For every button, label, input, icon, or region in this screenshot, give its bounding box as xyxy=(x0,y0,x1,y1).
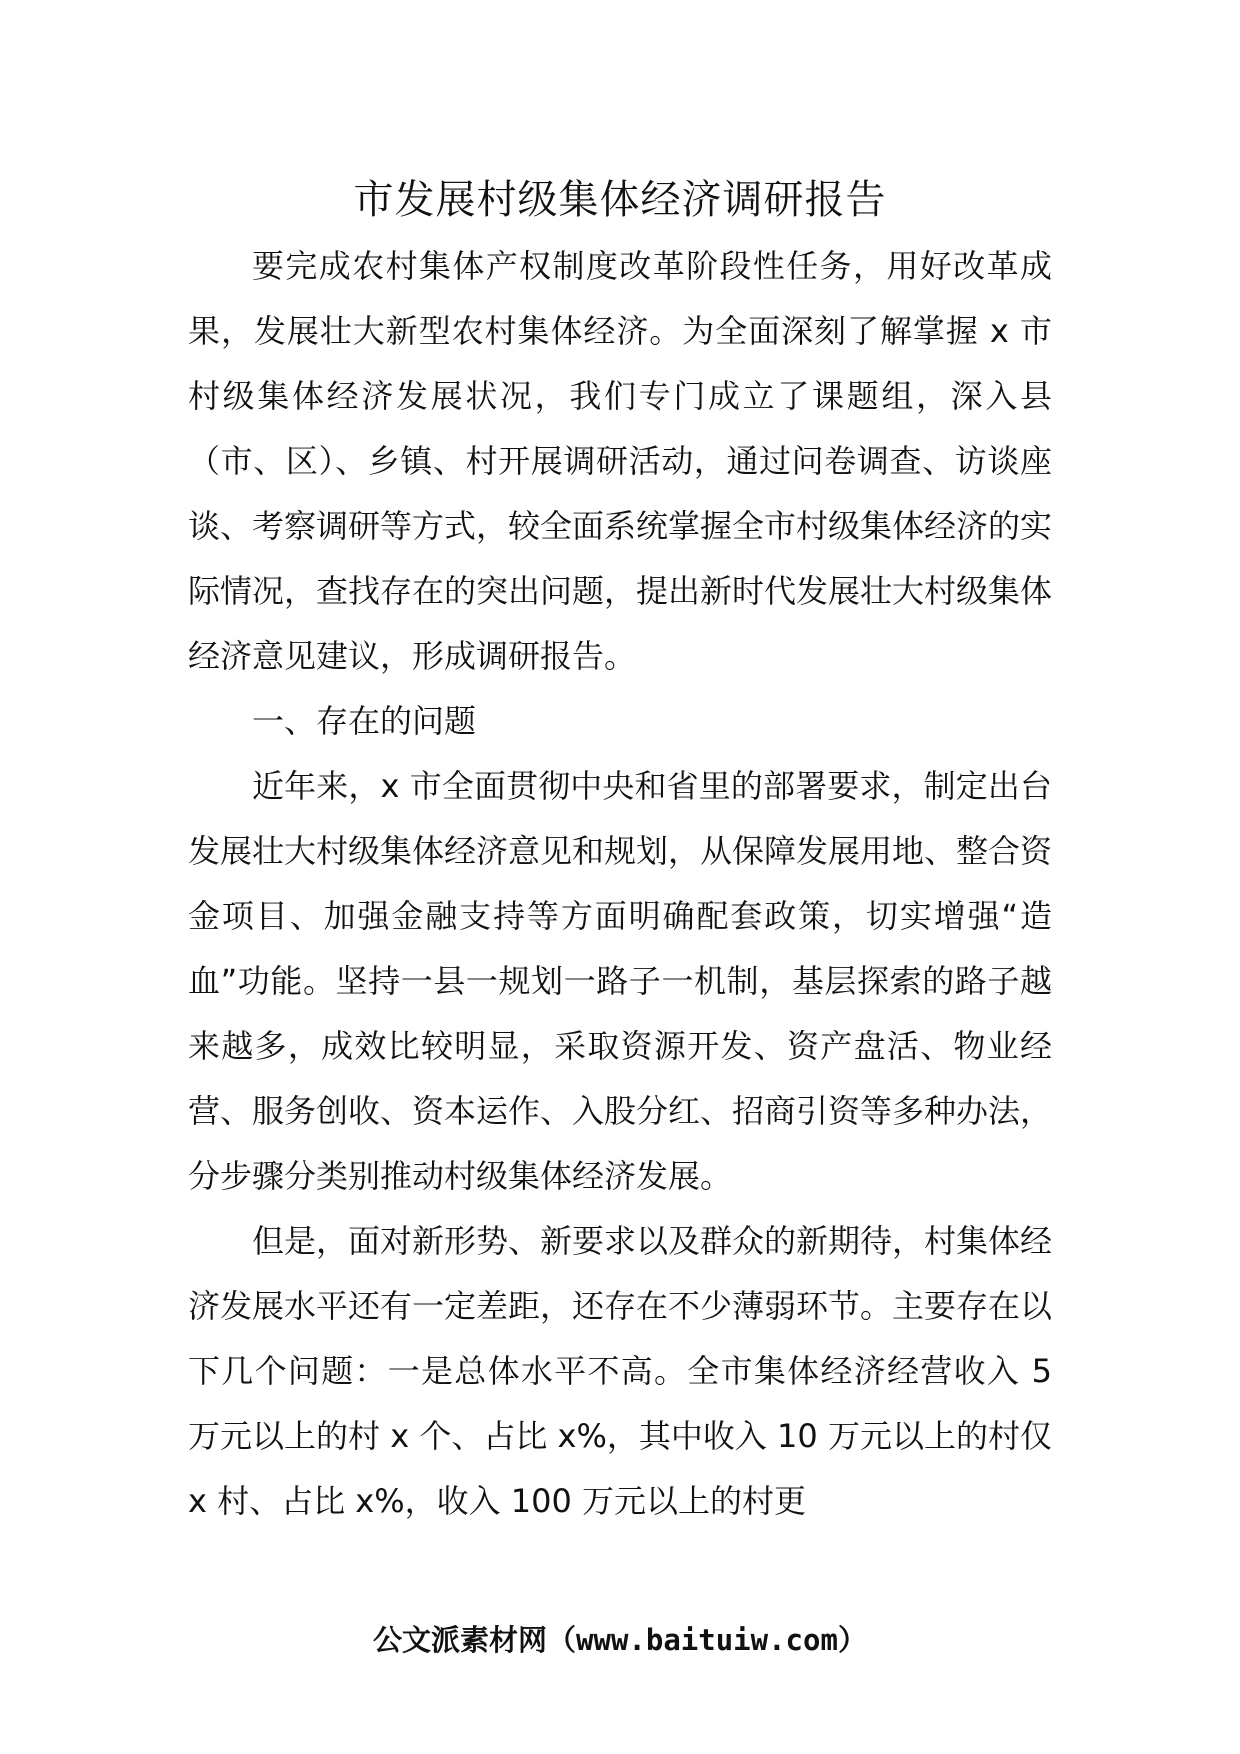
section-heading: 一、存在的问题 xyxy=(252,702,477,740)
document-title: 市发展村级集体经济调研报告 xyxy=(353,177,887,223)
footer-url[interactable]: （www.baituiw.com） xyxy=(547,1623,867,1657)
intro-paragraph: 要完成农村集体产权制度改革阶段性任务，用好改革成果，发展壮大新型农村集体经济。为全面深刻了解掌握 x 市村级集体经济发展状况，我们专门成立了课题组，深入县（市、区）、乡镇、村开展调研活动，通过问卷调查、访谈座谈、考察调研等方式，较全面系统掌握全市村级集体经济的实际情况，查找存在的突出问题，提出新时代发展壮大村级集体经济意见建议，形成调研报告。 xyxy=(188,247,1053,675)
footer-watermark xyxy=(0,1620,1240,1660)
footer-site-name: 公文派素材网 xyxy=(373,1623,548,1657)
document-body xyxy=(188,234,1052,1534)
body-paragraph: 但是，面对新形势、新要求以及群众的新期待，村集体经济发展水平还有一定差距，还存在不少薄弱环节。主要存在以下几个问题：一是总体水平不高。全市集体经济经营收入 5 万元以上的村 x 个、占比 x%，其中收入 10 万元以上的村仅 x 村、占比 x%，收入 100 万元以上的村更 xyxy=(188,1222,1053,1520)
body-paragraph: 近年来，x 市全面贯彻中央和省里的部署要求，制定出台发展壮大村级集体经济意见和规划，从保障发展用地、整合资金项目、加强金融支持等方面明确配套政策，切实增强“造血”功能。坚持一县一规划一路子一机制，基层探索的路子越来越多，成效比较明显，采取资源开发、资产盘活、物业经营、服务创收、资本运作、入股分红、招商引资等多种办法，分步骤分类别推动村级集体经济发展。 xyxy=(188,767,1053,1195)
